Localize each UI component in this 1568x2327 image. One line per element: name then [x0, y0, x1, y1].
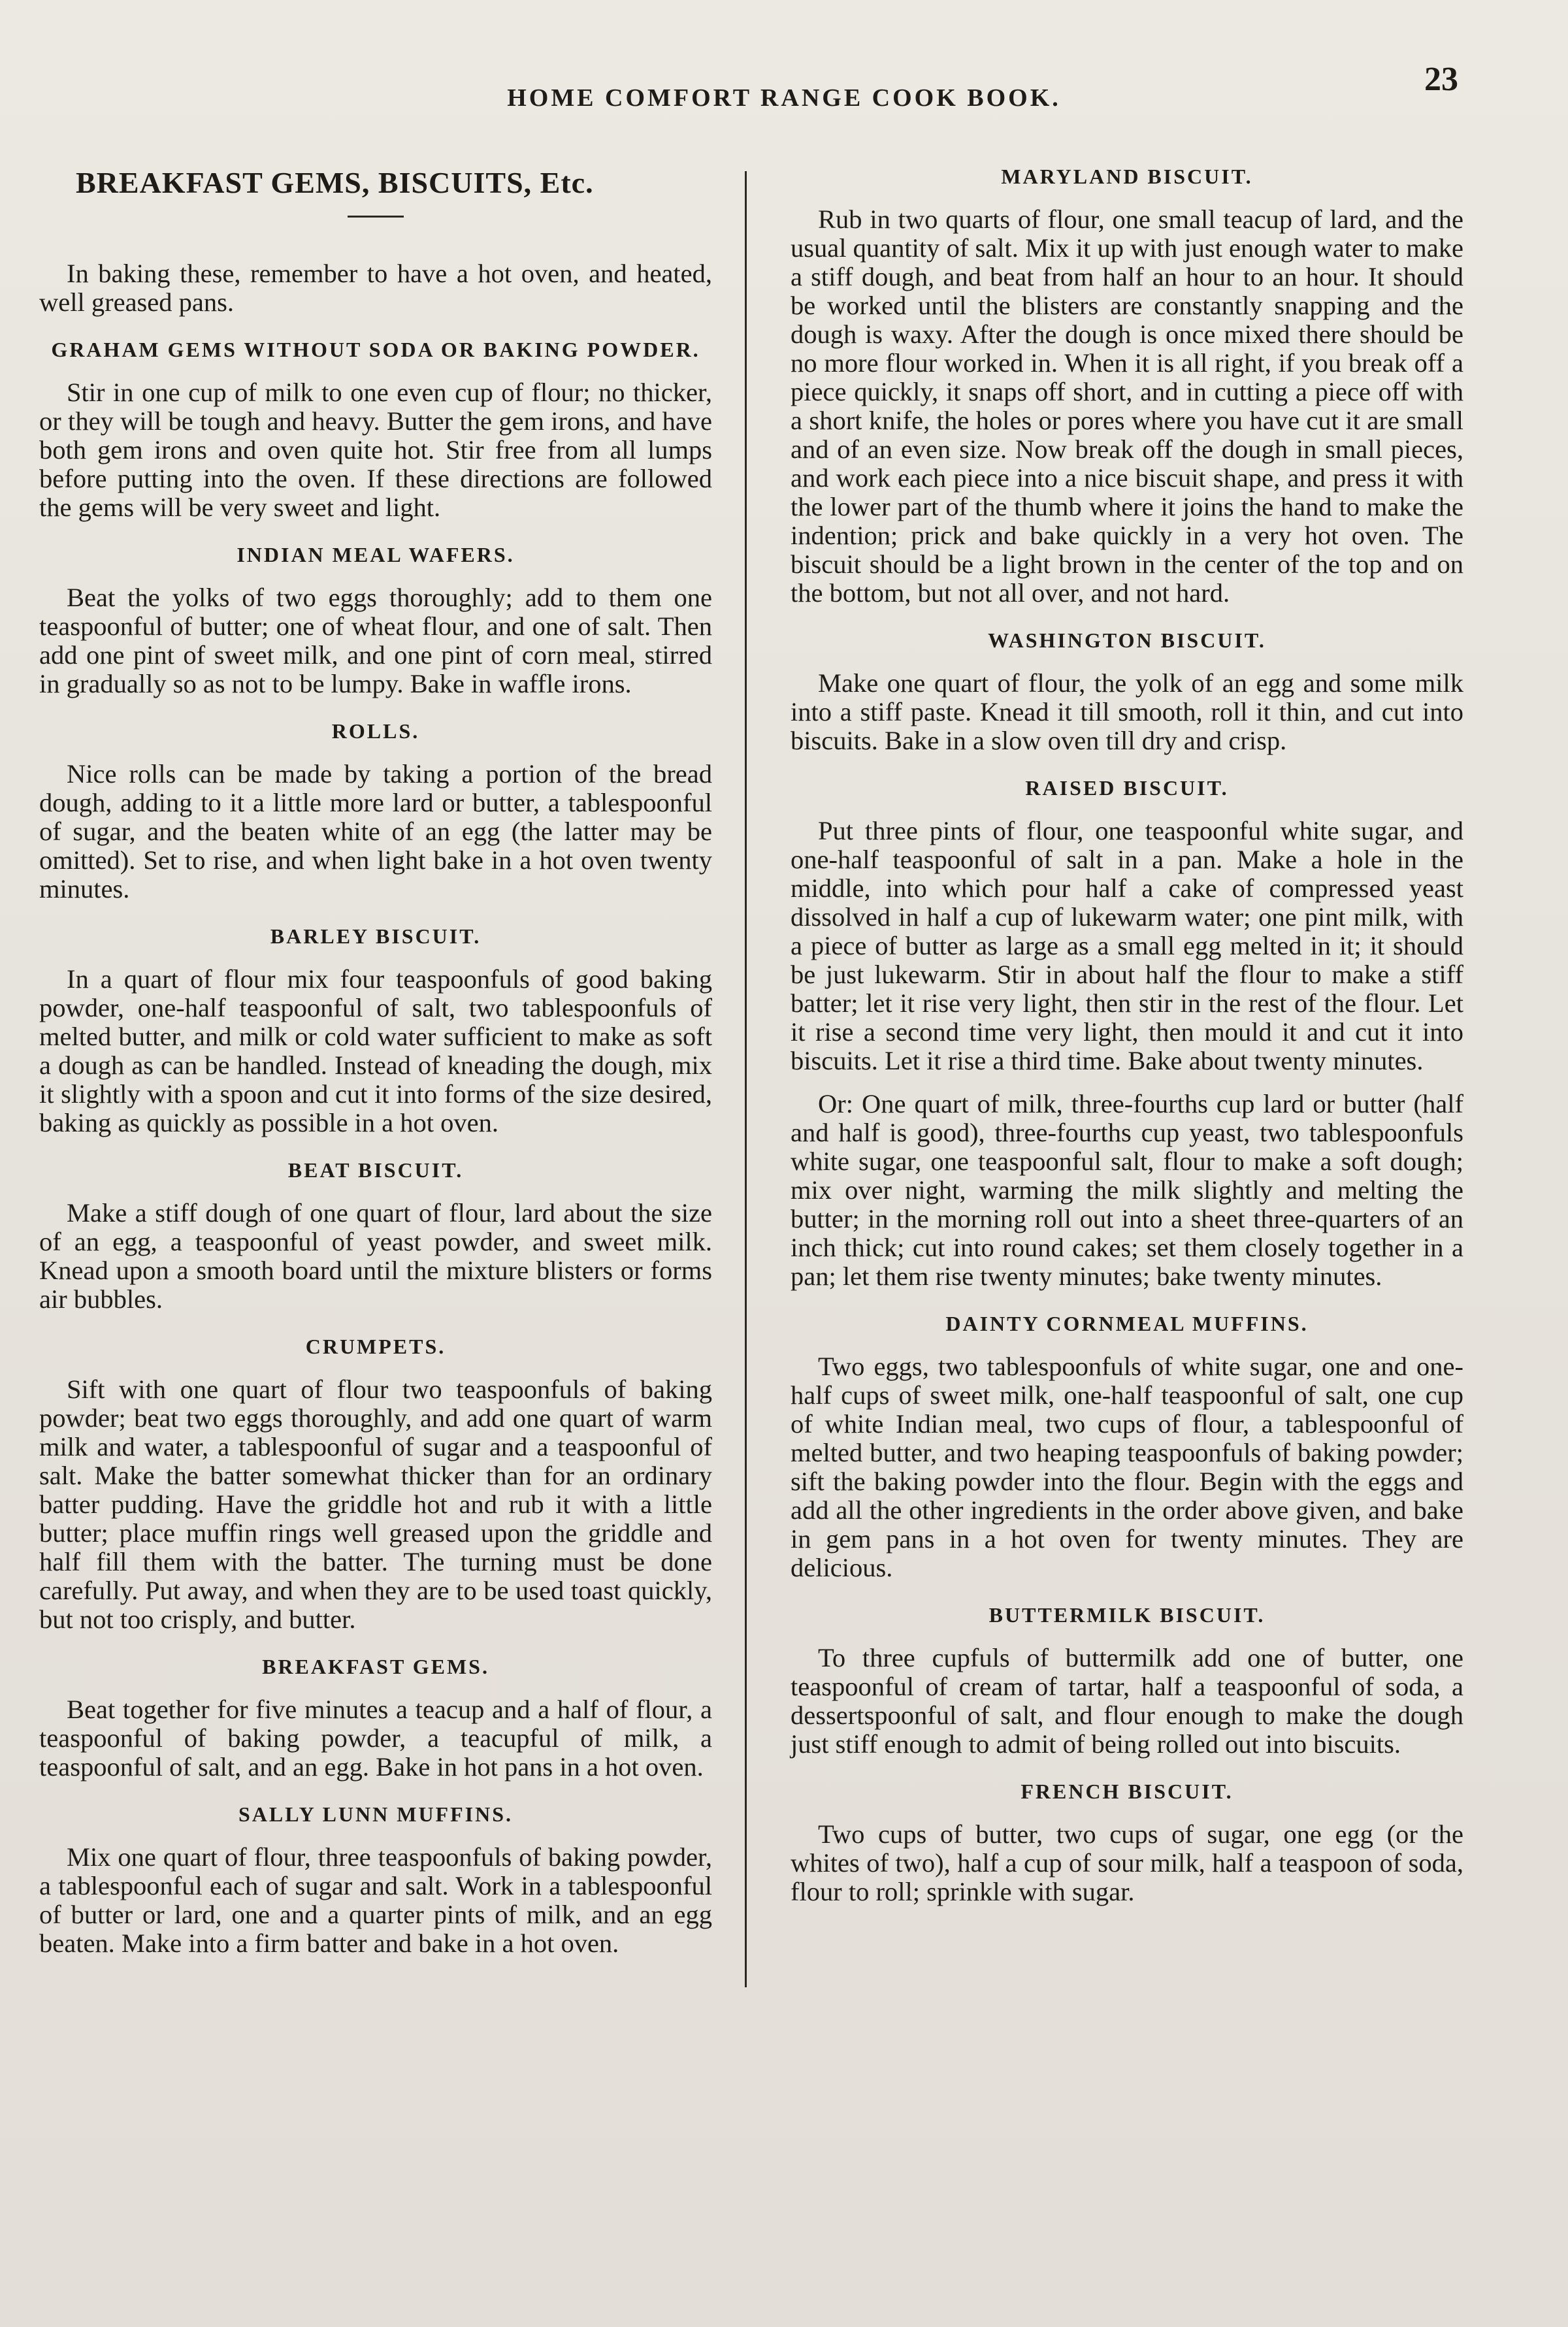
recipe-paragraph: Make a stiff dough of one quart of flour, lard about the size of an egg, a teaspoonful of yeast powder, and sweet milk. Knead upon a smooth board until the mixture blisters or forms air bubbles. — [39, 1198, 712, 1314]
recipe-paragraph: Two cups of butter, two cups of sugar, one egg (or the whites of two), half a cup of sour milk, half a teaspoon of soda, flour to roll; sprinkle with sugar. — [791, 1819, 1463, 1906]
recipe-title: BARLEY BISCUIT. — [270, 924, 482, 948]
recipe-title: ROLLS. — [331, 719, 420, 743]
left-column — [39, 163, 712, 1972]
recipe-paragraph: Sift with one quart of flour two teaspoonfuls of baking powder; beat two eggs thoroughly, and add one quart of warm milk and water, a tablespoonful of sugar and a teaspoonful of salt. Make the batter somewhat thicker than for an ordinary batter pudding. Have the griddle hot and rub it with a little butter; place muffin rings well greased upon the griddle and half fill them with the batter. The turning must be done carefully. Put away, and when they are to be used toast quickly, but not too crisply, and butter. — [39, 1375, 712, 1634]
recipe-title: DAINTY CORNMEAL MUFFINS. — [945, 1312, 1309, 1335]
recipe-paragraph: Or: One quart of milk, three-fourths cup lard or butter (half and half is good), three-fourths cup yeast, two tablespoonfuls white sugar, one teaspoonful salt, flour to make a soft dough; mix over night, warming the milk slightly and melting the butter; in the morning roll out into a sheet three-quarters of an inch thick; cut into round cakes; set them closely together in a pan; let them rise twenty minutes; bake twenty minutes. — [791, 1089, 1463, 1291]
recipe-title: RAISED BISCUIT. — [1025, 776, 1229, 800]
recipe-paragraph: To three cupfuls of buttermilk add one of butter, one teaspoonful of cream of tartar, half a teaspoonful of soda, a dessertspoonful of salt, and flour enough to make the dough just stiff enough to admit of being rolled out into biscuits. — [791, 1643, 1463, 1759]
recipe-title: BUTTERMILK BISCUIT. — [988, 1603, 1266, 1627]
recipe-paragraph: Make one quart of flour, the yolk of an egg and some milk into a stiff paste. Knead it till smooth, roll it thin, and cut into biscuits. Bake in a slow oven till dry and crisp. — [791, 668, 1463, 755]
recipe-paragraph: Nice rolls can be made by taking a portion of the bread dough, adding to it a little more lard or butter, a tablespoonful of sugar, and the beaten white of an egg (the latter may be omitted). Set to rise, and when light bake in a hot oven twenty minutes. — [39, 759, 712, 903]
recipe-paragraph: Stir in one cup of milk to one even cup of flour; no thicker, or they will be tough and heavy. Butter the gem irons, and have both gem irons and oven quite hot. Stir free from all lumps before putting into the oven. If these directions are followed the gems will be very sweet and light. — [39, 378, 712, 522]
section-title: BREAKFAST GEMS, BISCUITS, Etc. — [76, 166, 594, 199]
recipe-title: WASHINGTON BISCUIT. — [988, 628, 1266, 652]
recipe-title: CRUMPETS. — [305, 1335, 446, 1358]
recipe-title: MARYLAND BISCUIT. — [1001, 165, 1253, 188]
recipe-paragraph: Beat together for five minutes a teacup and a half of flour, a teaspoonful of baking powder, a teacupful of milk, a teaspoonful of salt, and an egg. Bake in hot pans in a hot oven. — [39, 1695, 712, 1782]
right-column — [791, 163, 1463, 1921]
page-number: 23 — [1424, 61, 1458, 98]
column-divider — [745, 171, 747, 1987]
intro-paragraph: In baking these, remember to have a hot oven, and heated, well greased pans. — [39, 259, 712, 317]
recipe-paragraph: Put three pints of flour, one teaspoonful white sugar, and one-half teaspoonful of salt in a pan. Make a hole in the middle, into which pour half a cake of compressed yeast dissolved in half a cup of lukewarm water; one pint milk, with a piece of butter as large as a small egg melted in it; it should be just lukewarm. Stir in about half the flour to make a stiff batter; let it rise very light, then stir in the rest of the flour. Let it rise a second time very light, then mould it and cut it into biscuits. Let it rise a third time. Bake about twenty minutes. — [791, 816, 1463, 1075]
recipe-title: BREAKFAST GEMS. — [262, 1655, 489, 1678]
recipe-title: GRAHAM GEMS WITHOUT SODA OR BAKING POWDER. — [51, 338, 700, 361]
section-divider — [348, 216, 404, 218]
recipe-paragraph: Rub in two quarts of flour, one small teacup of lard, and the usual quantity of salt. Mix it up with just enough water to make a stiff dough, and beat from half an hour to an hour. It should be worked until the blisters are constantly snapping and the dough is waxy. After the dough is once mixed there should be no more flour worked in. When it is all right, if you break off a piece quickly, it snaps off short, and in cutting a piece off with a short knife, the holes or pores where you have cut it are small and of an even size. Now break off the dough in small pieces, and work each piece into a nice biscuit shape, and press it with the lower part of the thumb where it joins the hand to make the indention; prick and bake quickly in a very hot oven. The biscuit should be a light brown in the center of the top and on the bottom, but not all over, and not hard. — [791, 204, 1463, 608]
recipe-title: FRENCH BISCUIT. — [1021, 1780, 1233, 1803]
recipe-paragraph: Two eggs, two tablespoonfuls of white sugar, one and one-half cups of sweet milk, one-half teaspoonful of salt, one cup of white Indian meal, two cups of flour, a tablespoonful of melted butter, and two heaping teaspoonfuls of baking powder; sift the baking powder into the flour. Begin with the eggs and add all the other ingredients in the order above given, and bake in gem pans in a hot oven for twenty minutes. They are delicious. — [791, 1352, 1463, 1582]
recipe-paragraph: Mix one quart of flour, three teaspoonfuls of baking powder, a tablespoonful each of sugar and salt. Work in a tablespoonful of butter or lard, one and a quarter pints of milk, and an egg beaten. Make into a firm batter and bake in a hot oven. — [39, 1842, 712, 1958]
recipe-paragraph: Beat the yolks of two eggs thoroughly; add to them one teaspoonful of butter; one of wheat flour, and one of salt. Then add one pint of sweet milk, and one pint of corn meal, stirred in gradually so as not to be lumpy. Bake in waffle irons. — [39, 583, 712, 698]
recipe-paragraph: In a quart of flour mix four teaspoonfuls of good baking powder, one-half teaspoonful of salt, two tablespoonfuls of melted butter, and milk or cold water sufficient to make as soft a dough as can be handled. Instead of kneading the dough, mix it slightly with a spoon and cut it into forms of the size desired, baking as quickly as possible in a hot oven. — [39, 964, 712, 1137]
recipe-title: INDIAN MEAL WAFERS. — [237, 543, 515, 566]
recipe-title: SALLY LUNN MUFFINS. — [238, 1802, 513, 1826]
running-head: HOME COMFORT RANGE COOK BOOK. — [507, 84, 1061, 112]
recipe-title: BEAT BISCUIT. — [287, 1158, 464, 1182]
